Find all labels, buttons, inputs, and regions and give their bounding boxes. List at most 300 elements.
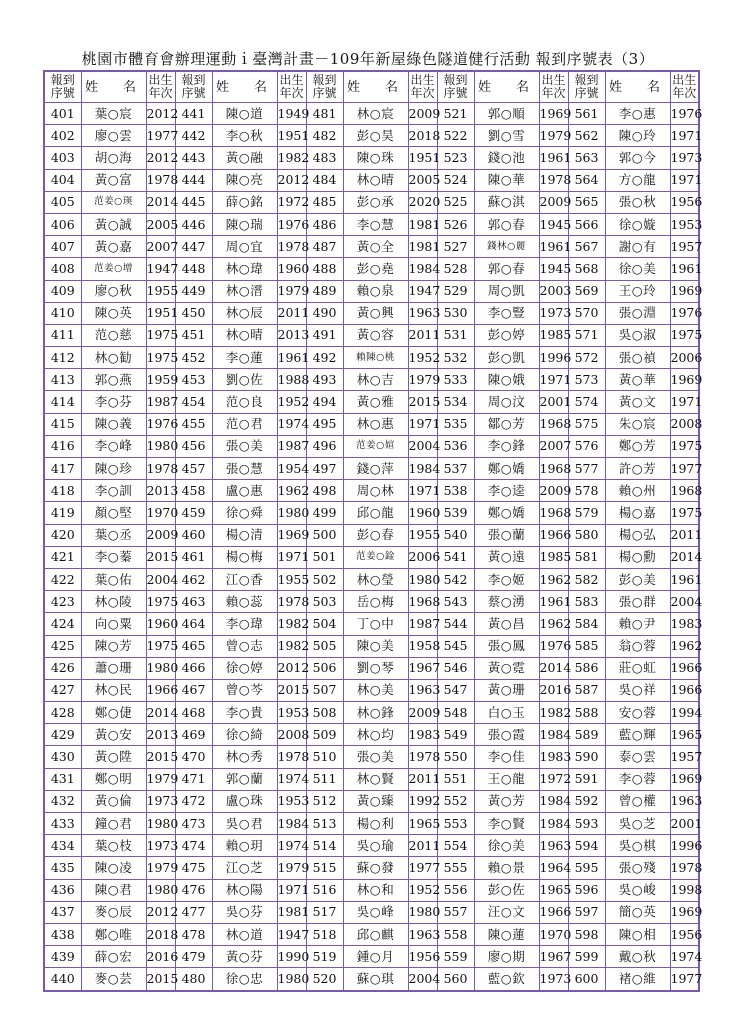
birth-year-cell: 1973 xyxy=(146,790,175,812)
name-cell: 蘇○琪 xyxy=(343,968,408,991)
table-row xyxy=(44,480,699,502)
name-cell: 陳○相 xyxy=(605,923,670,945)
registration-no-cell: 471 xyxy=(175,768,212,790)
birth-year-cell: 1966 xyxy=(146,679,175,701)
registration-no-cell: 427 xyxy=(44,679,81,701)
registration-no-cell: 559 xyxy=(437,946,474,968)
birth-year-cell: 1984 xyxy=(408,458,437,480)
birth-year-cell: 1988 xyxy=(277,369,306,391)
name-cell: 林○賢 xyxy=(343,768,408,790)
birth-year-cell: 1980 xyxy=(277,968,306,991)
registration-no-cell: 496 xyxy=(306,435,343,457)
table-row xyxy=(44,857,699,879)
registration-no-cell: 411 xyxy=(44,324,81,346)
registration-no-cell: 424 xyxy=(44,613,81,635)
registration-no-cell: 517 xyxy=(306,901,343,923)
table-row xyxy=(44,768,699,790)
name-cell: 葉○宸 xyxy=(81,103,146,125)
birth-year-cell: 2015 xyxy=(146,968,175,991)
registration-no-cell: 409 xyxy=(44,280,81,302)
birth-year-cell: 1951 xyxy=(277,125,306,147)
name-cell: 黃○雅 xyxy=(343,391,408,413)
name-cell: 林○勧 xyxy=(81,347,146,369)
name-cell: 林○民 xyxy=(81,679,146,701)
header-name: 姓 名 xyxy=(212,71,277,103)
birth-year-cell: 1987 xyxy=(277,435,306,457)
registration-no-cell: 460 xyxy=(175,524,212,546)
birth-year-cell: 1979 xyxy=(277,280,306,302)
registration-no-cell: 530 xyxy=(437,302,474,324)
name-cell: 莊○虹 xyxy=(605,657,670,679)
birth-year-cell: 2014 xyxy=(146,702,175,724)
header-registration-no: 報到 序號 xyxy=(568,71,605,103)
header-registration-no: 報到 序號 xyxy=(175,71,212,103)
name-cell: 黃○嘉 xyxy=(81,236,146,258)
name-cell: 黃○誠 xyxy=(81,213,146,235)
birth-year-cell: 1966 xyxy=(670,657,699,679)
birth-year-cell: 1984 xyxy=(277,813,306,835)
birth-year-cell: 1981 xyxy=(408,236,437,258)
name-cell: 吳○君 xyxy=(212,813,277,835)
registration-no-cell: 479 xyxy=(175,946,212,968)
registration-no-cell: 590 xyxy=(568,746,605,768)
birth-year-cell: 1949 xyxy=(277,103,306,125)
registration-no-cell: 432 xyxy=(44,790,81,812)
registration-no-cell: 463 xyxy=(175,591,212,613)
header-registration-no: 報到 序號 xyxy=(437,71,474,103)
birth-year-cell: 1972 xyxy=(539,768,568,790)
birth-year-cell: 1969 xyxy=(277,524,306,546)
registration-no-cell: 470 xyxy=(175,746,212,768)
registration-no-cell: 466 xyxy=(175,657,212,679)
registration-no-cell: 543 xyxy=(437,591,474,613)
name-cell: 李○姬 xyxy=(474,568,539,590)
name-cell: 曾○權 xyxy=(605,790,670,812)
registration-no-cell: 437 xyxy=(44,901,81,923)
name-cell: 劉○琴 xyxy=(343,657,408,679)
birth-year-cell: 2011 xyxy=(670,524,699,546)
birth-year-cell: 1963 xyxy=(670,790,699,812)
birth-year-cell: 1965 xyxy=(539,879,568,901)
name-cell: 陳○瑞 xyxy=(212,213,277,235)
registration-no-cell: 541 xyxy=(437,546,474,568)
name-cell: 蘇○淇 xyxy=(474,191,539,213)
registration-no-cell: 468 xyxy=(175,702,212,724)
registration-no-cell: 566 xyxy=(568,213,605,235)
birth-year-cell: 1994 xyxy=(670,702,699,724)
name-cell: 林○秀 xyxy=(212,746,277,768)
registration-no-cell: 516 xyxy=(306,879,343,901)
registration-no-cell: 518 xyxy=(306,923,343,945)
registration-no-cell: 406 xyxy=(44,213,81,235)
registration-no-cell: 570 xyxy=(568,302,605,324)
name-cell: 薛○銘 xyxy=(212,191,277,213)
birth-year-cell: 1966 xyxy=(670,679,699,701)
birth-year-cell: 1976 xyxy=(670,103,699,125)
table-body xyxy=(44,103,703,991)
registration-no-cell: 485 xyxy=(306,191,343,213)
registration-no-cell: 429 xyxy=(44,724,81,746)
birth-year-cell: 1971 xyxy=(277,546,306,568)
name-cell: 陳○義 xyxy=(81,413,146,435)
registration-no-cell: 581 xyxy=(568,546,605,568)
birth-year-cell: 1982 xyxy=(277,635,306,657)
registration-no-cell: 540 xyxy=(437,524,474,546)
registration-no-cell: 499 xyxy=(306,502,343,524)
registration-no-cell: 593 xyxy=(568,813,605,835)
registration-no-cell: 445 xyxy=(175,191,212,213)
name-cell: 周○汶 xyxy=(474,391,539,413)
registration-no-cell: 579 xyxy=(568,502,605,524)
registration-no-cell: 426 xyxy=(44,657,81,679)
name-cell: 徐○忠 xyxy=(212,968,277,991)
name-cell: 李○惠 xyxy=(605,103,670,125)
table-row xyxy=(44,546,699,568)
registration-no-cell: 455 xyxy=(175,413,212,435)
birth-year-cell: 1970 xyxy=(539,923,568,945)
registration-no-cell: 595 xyxy=(568,857,605,879)
birth-year-cell: 2004 xyxy=(670,591,699,613)
name-cell: 陳○珍 xyxy=(81,458,146,480)
name-cell: 周○凱 xyxy=(474,280,539,302)
birth-year-cell: 1958 xyxy=(408,635,437,657)
registration-no-cell: 417 xyxy=(44,458,81,480)
header-birth-year: 出生 年次 xyxy=(408,71,437,103)
registration-no-cell: 413 xyxy=(44,369,81,391)
registration-no-cell: 569 xyxy=(568,280,605,302)
table-row xyxy=(44,591,699,613)
header-registration-no: 報到 序號 xyxy=(306,71,343,103)
registration-no-cell: 456 xyxy=(175,435,212,457)
birth-year-cell: 1952 xyxy=(277,391,306,413)
table-row xyxy=(44,568,699,590)
registration-no-cell: 450 xyxy=(175,302,212,324)
birth-year-cell: 1963 xyxy=(408,302,437,324)
birth-year-cell: 1947 xyxy=(408,280,437,302)
registration-no-cell: 539 xyxy=(437,502,474,524)
registration-no-cell: 537 xyxy=(437,458,474,480)
name-cell: 張○禎 xyxy=(605,347,670,369)
birth-year-cell: 2009 xyxy=(146,524,175,546)
birth-year-cell: 2009 xyxy=(539,191,568,213)
birth-year-cell: 1962 xyxy=(670,635,699,657)
birth-year-cell: 1952 xyxy=(408,879,437,901)
registration-no-cell: 430 xyxy=(44,746,81,768)
name-cell: 張○慧 xyxy=(212,458,277,480)
name-cell: 吳○祥 xyxy=(605,679,670,701)
birth-year-cell: 1955 xyxy=(408,524,437,546)
header-birth-year: 出生 年次 xyxy=(670,71,699,103)
registration-no-cell: 501 xyxy=(306,546,343,568)
name-cell: 楊○嘉 xyxy=(605,502,670,524)
registration-no-cell: 522 xyxy=(437,125,474,147)
name-cell: 劉○佐 xyxy=(212,369,277,391)
registration-no-cell: 585 xyxy=(568,635,605,657)
registration-no-cell: 472 xyxy=(175,790,212,812)
birth-year-cell: 1984 xyxy=(539,724,568,746)
name-cell: 曾○芩 xyxy=(212,679,277,701)
birth-year-cell: 1979 xyxy=(539,125,568,147)
registration-no-cell: 440 xyxy=(44,968,81,991)
table-row xyxy=(44,790,699,812)
birth-year-cell: 1980 xyxy=(146,657,175,679)
birth-year-cell: 2005 xyxy=(146,213,175,235)
birth-year-cell: 1976 xyxy=(146,413,175,435)
birth-year-cell: 2004 xyxy=(408,435,437,457)
registration-no-cell: 446 xyxy=(175,213,212,235)
table-row xyxy=(44,236,699,258)
birth-year-cell: 1959 xyxy=(146,369,175,391)
name-cell: 麥○芸 xyxy=(81,968,146,991)
registration-no-cell: 546 xyxy=(437,657,474,679)
registration-no-cell: 438 xyxy=(44,923,81,945)
name-cell: 陳○華 xyxy=(474,169,539,191)
page-title: 桃園市體育會辦理運動ｉ臺灣計畫－109年新屋綠色隧道健行活動 報到序號表（3） xyxy=(81,50,655,68)
registration-no-cell: 535 xyxy=(437,413,474,435)
registration-no-cell: 498 xyxy=(306,480,343,502)
registration-no-cell: 551 xyxy=(437,768,474,790)
name-cell: 白○玉 xyxy=(474,702,539,724)
registration-no-cell: 575 xyxy=(568,413,605,435)
registration-no-cell: 483 xyxy=(306,147,343,169)
registration-no-cell: 451 xyxy=(175,324,212,346)
birth-year-cell: 1973 xyxy=(539,302,568,324)
name-cell: 林○均 xyxy=(343,724,408,746)
name-cell: 李○慧 xyxy=(343,213,408,235)
table-row xyxy=(44,435,699,457)
registration-no-cell: 425 xyxy=(44,635,81,657)
birth-year-cell: 2008 xyxy=(670,413,699,435)
birth-year-cell: 2008 xyxy=(277,724,306,746)
registration-no-cell: 508 xyxy=(306,702,343,724)
registration-no-cell: 488 xyxy=(306,258,343,280)
name-cell: 陳○亮 xyxy=(212,169,277,191)
birth-year-cell: 1975 xyxy=(146,635,175,657)
name-cell: 張○美 xyxy=(343,746,408,768)
name-cell: 徐○美 xyxy=(474,835,539,857)
birth-year-cell: 2018 xyxy=(408,125,437,147)
birth-year-cell: 1996 xyxy=(670,835,699,857)
birth-year-cell: 1968 xyxy=(539,413,568,435)
birth-year-cell: 2015 xyxy=(146,546,175,568)
table-row xyxy=(44,724,699,746)
name-cell: 顏○堅 xyxy=(81,502,146,524)
name-cell: 吳○峻 xyxy=(605,879,670,901)
birth-year-cell: 2012 xyxy=(146,901,175,923)
header-name: 姓 名 xyxy=(474,71,539,103)
birth-year-cell: 1974 xyxy=(277,835,306,857)
name-cell: 黃○昌 xyxy=(474,613,539,635)
registration-no-cell: 418 xyxy=(44,480,81,502)
name-cell: 陳○娥 xyxy=(474,369,539,391)
name-cell: 黃○霓 xyxy=(474,657,539,679)
registration-no-cell: 482 xyxy=(306,125,343,147)
name-cell: 黃○興 xyxy=(343,302,408,324)
registration-no-cell: 594 xyxy=(568,835,605,857)
name-cell: 徐○美 xyxy=(605,258,670,280)
registration-no-cell: 443 xyxy=(175,147,212,169)
registration-no-cell: 542 xyxy=(437,568,474,590)
table-row xyxy=(44,702,699,724)
birth-year-cell: 1969 xyxy=(670,768,699,790)
header-birth-year: 出生 年次 xyxy=(146,71,175,103)
name-cell: 錢林○麗 xyxy=(474,236,539,258)
name-cell: 葉○枝 xyxy=(81,835,146,857)
birth-year-cell: 1968 xyxy=(408,591,437,613)
birth-year-cell: 2013 xyxy=(277,324,306,346)
name-cell: 黃○富 xyxy=(81,169,146,191)
name-cell: 吳○峰 xyxy=(343,901,408,923)
name-cell: 郭○春 xyxy=(474,213,539,235)
registration-no-cell: 415 xyxy=(44,413,81,435)
registration-no-cell: 503 xyxy=(306,591,343,613)
birth-year-cell: 1955 xyxy=(277,568,306,590)
birth-year-cell: 1945 xyxy=(539,258,568,280)
birth-year-cell: 2007 xyxy=(146,236,175,258)
name-cell: 林○晴 xyxy=(343,169,408,191)
name-cell: 林○陵 xyxy=(81,591,146,613)
name-cell: 范姜○增 xyxy=(81,258,146,280)
registration-no-cell: 433 xyxy=(44,813,81,835)
name-cell: 彭○堯 xyxy=(343,258,408,280)
registration-no-cell: 435 xyxy=(44,857,81,879)
name-cell: 藍○輝 xyxy=(605,724,670,746)
registration-no-cell: 520 xyxy=(306,968,343,991)
table-row xyxy=(44,103,699,125)
name-cell: 陳○玲 xyxy=(605,125,670,147)
birth-year-cell: 1976 xyxy=(277,213,306,235)
birth-year-cell: 1969 xyxy=(539,103,568,125)
name-cell: 李○蓉 xyxy=(605,768,670,790)
registration-no-cell: 497 xyxy=(306,458,343,480)
table-row xyxy=(44,280,699,302)
name-cell: 曾○志 xyxy=(212,635,277,657)
name-cell: 向○粟 xyxy=(81,613,146,635)
header-name: 姓 名 xyxy=(343,71,408,103)
name-cell: 錢○萍 xyxy=(343,458,408,480)
birth-year-cell: 1968 xyxy=(539,502,568,524)
birth-year-cell: 2011 xyxy=(277,302,306,324)
birth-year-cell: 1960 xyxy=(408,502,437,524)
registration-no-cell: 557 xyxy=(437,901,474,923)
name-cell: 陳○芳 xyxy=(81,635,146,657)
registration-no-cell: 597 xyxy=(568,901,605,923)
name-cell: 林○瑩 xyxy=(343,568,408,590)
registration-no-cell: 529 xyxy=(437,280,474,302)
name-cell: 麥○辰 xyxy=(81,901,146,923)
registration-no-cell: 492 xyxy=(306,347,343,369)
name-cell: 楊○弘 xyxy=(605,524,670,546)
registration-no-cell: 587 xyxy=(568,679,605,701)
name-cell: 彭○婷 xyxy=(474,324,539,346)
header-registration-no: 報到 序號 xyxy=(44,71,81,103)
table-row xyxy=(44,679,699,701)
registration-no-cell: 434 xyxy=(44,835,81,857)
birth-year-cell: 2005 xyxy=(408,169,437,191)
name-cell: 鐘○君 xyxy=(81,813,146,835)
name-cell: 吳○棋 xyxy=(605,835,670,857)
name-cell: 楊○梅 xyxy=(212,546,277,568)
table-row xyxy=(44,302,699,324)
birth-year-cell: 1978 xyxy=(277,236,306,258)
table-row xyxy=(44,524,699,546)
birth-year-cell: 1982 xyxy=(539,702,568,724)
name-cell: 鄒○芳 xyxy=(474,413,539,435)
registration-no-cell: 401 xyxy=(44,103,81,125)
name-cell: 林○吉 xyxy=(343,369,408,391)
registration-no-cell: 596 xyxy=(568,879,605,901)
birth-year-cell: 1956 xyxy=(670,191,699,213)
name-cell: 蔡○湧 xyxy=(474,591,539,613)
registration-no-cell: 458 xyxy=(175,480,212,502)
birth-year-cell: 2016 xyxy=(539,679,568,701)
name-cell: 錢○池 xyxy=(474,147,539,169)
birth-year-cell: 1971 xyxy=(670,125,699,147)
birth-year-cell: 1955 xyxy=(146,280,175,302)
birth-year-cell: 1975 xyxy=(670,324,699,346)
birth-year-cell: 1980 xyxy=(146,813,175,835)
registration-no-cell: 408 xyxy=(44,258,81,280)
name-cell: 陳○蓮 xyxy=(474,923,539,945)
birth-year-cell: 1960 xyxy=(146,613,175,635)
table-row xyxy=(44,369,699,391)
name-cell: 方○龍 xyxy=(605,169,670,191)
name-cell: 李○峰 xyxy=(81,435,146,457)
name-cell: 林○溍 xyxy=(212,280,277,302)
registration-no-cell: 494 xyxy=(306,391,343,413)
name-cell: 藍○欽 xyxy=(474,968,539,991)
table-row xyxy=(44,968,699,991)
name-cell: 吳○淑 xyxy=(605,324,670,346)
registration-no-cell: 558 xyxy=(437,923,474,945)
birth-year-cell: 1975 xyxy=(146,591,175,613)
name-cell: 黃○安 xyxy=(81,724,146,746)
table-row xyxy=(44,502,699,524)
name-cell: 彭○昊 xyxy=(343,125,408,147)
registration-no-cell: 598 xyxy=(568,923,605,945)
registration-no-cell: 506 xyxy=(306,657,343,679)
name-cell: 李○貴 xyxy=(212,702,277,724)
registration-no-cell: 600 xyxy=(568,968,605,991)
registration-no-cell: 524 xyxy=(437,169,474,191)
table-row xyxy=(44,213,699,235)
registration-no-cell: 441 xyxy=(175,103,212,125)
table-row xyxy=(44,458,699,480)
birth-year-cell: 2013 xyxy=(146,724,175,746)
name-cell: 彭○佐 xyxy=(474,879,539,901)
registration-no-cell: 510 xyxy=(306,746,343,768)
birth-year-cell: 1953 xyxy=(670,213,699,235)
registration-no-cell: 404 xyxy=(44,169,81,191)
birth-year-cell: 1992 xyxy=(408,790,437,812)
header-birth-year: 出生 年次 xyxy=(277,71,306,103)
birth-year-cell: 1969 xyxy=(670,369,699,391)
birth-year-cell: 1961 xyxy=(670,258,699,280)
registration-no-cell: 533 xyxy=(437,369,474,391)
name-cell: 安○蓉 xyxy=(605,702,670,724)
birth-year-cell: 1963 xyxy=(408,923,437,945)
birth-year-cell: 1981 xyxy=(277,901,306,923)
name-cell: 楊○勳 xyxy=(605,546,670,568)
birth-year-cell: 1984 xyxy=(408,258,437,280)
name-cell: 張○美 xyxy=(212,435,277,457)
registration-no-cell: 454 xyxy=(175,391,212,413)
name-cell: 黃○全 xyxy=(343,236,408,258)
registration-no-cell: 476 xyxy=(175,879,212,901)
registration-no-cell: 548 xyxy=(437,702,474,724)
name-cell: 范姜○媗 xyxy=(343,435,408,457)
registration-no-cell: 515 xyxy=(306,857,343,879)
